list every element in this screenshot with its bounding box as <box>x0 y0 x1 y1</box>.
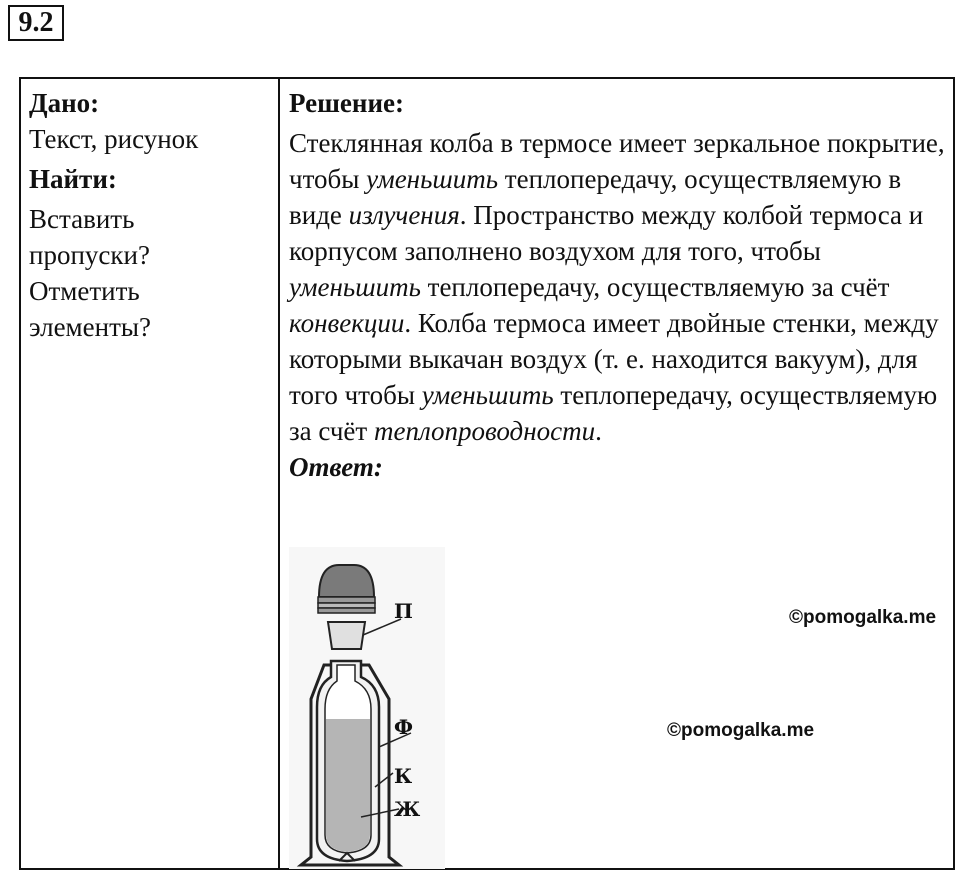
find-item-1-line-2: пропуски? <box>29 240 150 270</box>
find-item-1-line-1: Вставить <box>29 204 135 234</box>
given-column <box>29 85 269 345</box>
label-zh: Ж <box>394 797 421 821</box>
solution-column <box>289 85 949 485</box>
watermark-2: ©pomogalka.me <box>667 720 815 741</box>
thermos-stopper <box>328 622 365 649</box>
solution-text-part: теплопередачу, осуществляемую в виде <box>289 164 902 230</box>
solution-text <box>289 125 949 449</box>
thermos-liquid <box>326 719 370 852</box>
solution-text-part: Стеклянная колба в термосе имеет зеркальное покрытие, чтобы <box>289 128 945 194</box>
solution-text-part: . <box>595 416 602 446</box>
given-text: Текст, рисунок <box>29 124 199 154</box>
thermos-figure <box>289 547 445 869</box>
solution-text-part: теплопередачу, осуществляемую за счёт <box>289 380 938 446</box>
watermark-1: ©pomogalka.me <box>789 607 937 628</box>
column-divider <box>278 79 280 868</box>
find-item-2-line-2: элементы? <box>29 312 152 342</box>
answer-heading: Ответ: <box>289 452 383 482</box>
solution-italic-word: излучения <box>348 200 460 230</box>
label-k: К <box>394 764 413 788</box>
solution-italic-word: уменьшить <box>289 272 421 302</box>
solution-text-part: теплопередачу, осуществляемую за счёт <box>420 272 890 302</box>
solution-table <box>19 77 955 870</box>
find-item-2-line-1: Отметить <box>29 276 140 306</box>
thermos-cap <box>318 565 375 613</box>
find-item-1 <box>29 201 269 273</box>
solution-heading: Решение: <box>289 88 404 118</box>
solution-italic-word: уменьшить <box>366 164 499 194</box>
find-item-2 <box>29 273 269 345</box>
solution-italic-word: конвекции <box>289 308 405 338</box>
find-heading: Найти: <box>29 164 117 194</box>
problem-number: 9.2 <box>8 5 64 41</box>
solution-italic-word: теплопроводности <box>373 416 596 446</box>
label-f: Ф <box>394 715 413 739</box>
label-p: П <box>394 599 413 623</box>
solution-italic-word: уменьшить <box>421 380 554 410</box>
solution-text-part: . Колба термоса имеет двойные стенки, между которыми выкачан воздух (т. е. находится вакуум), для того чтобы <box>289 308 939 410</box>
solution-text-part: . Пространство между колбой термоса и корпусом заполнено воздухом для того, чтобы <box>289 200 924 266</box>
given-heading: Дано: <box>29 88 100 118</box>
